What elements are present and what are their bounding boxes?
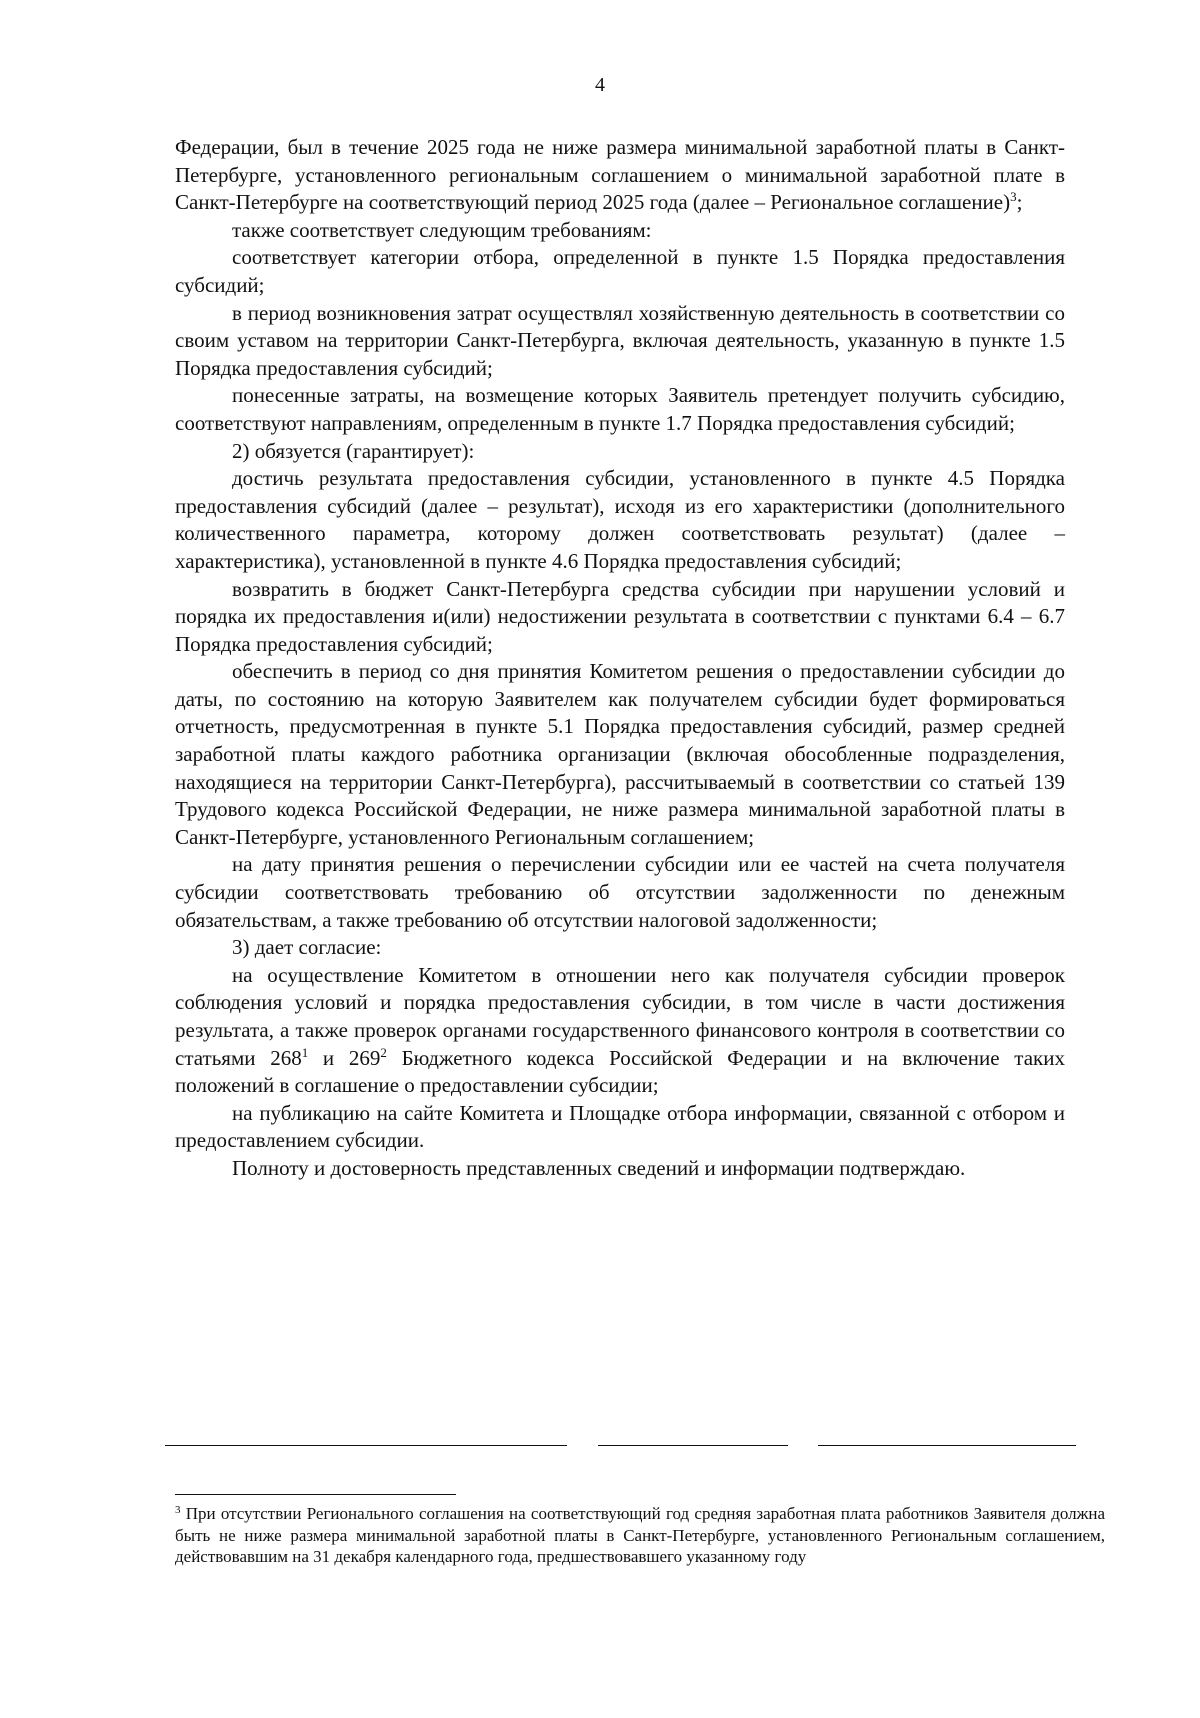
paragraph-12: на осуществление Комитетом в отношении него как получателя субсидии проверок соблюдения условий и порядка предоставления субсидии, в том числе в части достижения результата, а также проверок органами государственного финансового контроля в соответствии со статьями $268^1$ и $269^2$ Бюджетного кодекса Российской Федерации и на включение таких положений в соглашение о предоставлении субсидии; bbox=[175, 962, 1065, 1098]
paragraph-6: 2) обязуется (гарантирует): bbox=[232, 438, 475, 463]
page-number: 4 bbox=[595, 74, 605, 96]
signature-line-name bbox=[818, 1445, 1076, 1446]
footnote-ref-3: 3 bbox=[1010, 189, 1017, 205]
paragraph-4: в период возникновения затрат осуществлял хозяйственную деятельность в соответствии со своим уставом на территории Санкт-Петербурга, включая деятельность, указанную в пункте 1.5 Порядка предоставления субсидий; bbox=[175, 300, 1065, 380]
footnote-3: $^3$ При отсутствии Регионального соглашения на соответствующий год средняя заработная плата работников Заявителя должна быть не ниже размера минимальной заработной платы в Санкт-Петербурге, установленного Региональным соглашением, действовавшим на 31 декабря календарного года, предшествовавшего указанному году bbox=[175, 1504, 1105, 1567]
paragraph-3: соответствует категории отбора, определенной в пункте 1.5 Порядка предоставления субсидий; bbox=[175, 245, 1065, 297]
paragraph-2: также соответствует следующим требованиям: bbox=[232, 217, 652, 242]
paragraph-14: Полноту и достоверность представленных сведений и информации подтверждаю. bbox=[232, 1155, 966, 1180]
footnote-marker: 3 bbox=[175, 1504, 181, 1516]
document-body bbox=[175, 134, 1065, 1183]
paragraph-8: возвратить в бюджет Санкт-Петербурга средства субсидии при нарушении условий и порядка их предоставления и(или) недостижении результата в соответствии с пунктами 6.4 – 6.7 Порядка предоставления субсидий; bbox=[175, 576, 1065, 656]
paragraph-11: 3) дает согласие: bbox=[232, 935, 382, 960]
paragraph-13: на публикацию на сайте Комитета и Площадке отбора информации, связанной с отбором и предоставлением субсидии. bbox=[175, 1100, 1065, 1153]
paragraph-10: на дату принятия решения о перечислении субсидии или ее частей на счета получателя субсидии соответствовать требованию об отсутствии задолженности по денежным обязательствам, а также требованию об отсутствии налоговой задолженности; bbox=[175, 852, 1065, 932]
paragraph-9: обеспечить в период со дня принятия Комитетом решения о предоставлении субсидии до даты, по состоянию на которую Заявителем как получателем субсидии будет формироваться отчетность, предусмотренная в пункте 5.1 Порядка предоставления субсидий, размер средней заработной платы каждого работника организации (включая обособленные подразделения, находящиеся на территории Санкт-Петербурга), рассчитываемый в соответствии со статьей 139 Трудового кодекса Российской Федерации, не ниже размера минимальной заработной платы в Санкт-Петербурге, установленного Региональным соглашением; bbox=[175, 659, 1065, 849]
superscript-1: 1 bbox=[301, 1044, 309, 1060]
paragraph-1: Федерации, был в течение 2025 года не ниже размера минимальной заработной платы в Санкт-Петербурге, установленного региональным соглашением о минимальной заработной плате в Санкт-Петербурге на соответствующий период 2025 года (далее – Региональное соглашение)$^3$; bbox=[175, 135, 1065, 215]
superscript-2: 2 bbox=[380, 1044, 387, 1060]
footnote-separator bbox=[175, 1494, 456, 1495]
paragraph-5: понесенные затраты, на возмещение которых Заявитель претендует получить субсидию, соответствуют направлениям, определенным в пункте 1.7 Порядка предоставления субсидий; bbox=[175, 383, 1065, 435]
signature-line-position bbox=[165, 1445, 567, 1446]
signature-line-signature bbox=[598, 1445, 788, 1446]
paragraph-7: достичь результата предоставления субсидии, установленного в пункте 4.5 Порядка предоставления субсидий (далее – результат), исходя из его характеристики (дополнительного количественного параметра, которому должен соответствовать результат) (далее – характеристика), установленной в пункте 4.6 Порядка предоставления субсидий; bbox=[175, 466, 1065, 573]
